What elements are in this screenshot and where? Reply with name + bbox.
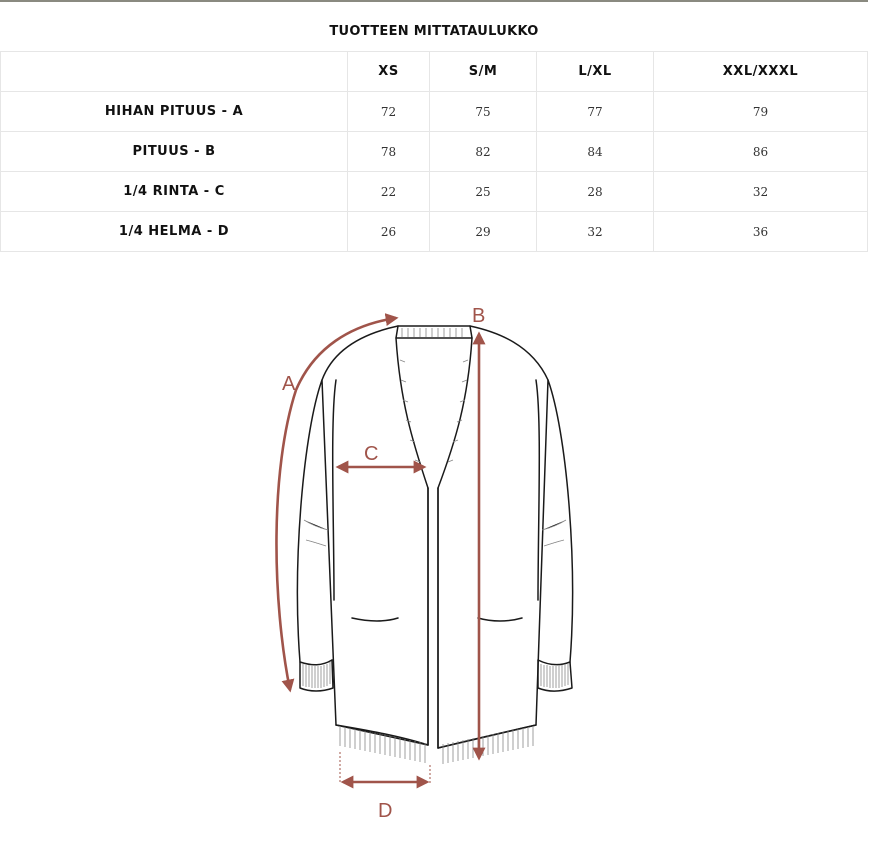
cell-value: 26 (348, 212, 430, 252)
cell-value: 84 (537, 132, 654, 172)
header-size: L/XL (537, 52, 654, 92)
cell-value: 29 (430, 212, 537, 252)
label-a: A (282, 373, 296, 395)
header-size: XXL/XXXL (654, 52, 868, 92)
cell-value: 79 (654, 92, 868, 132)
cardigan-outline (297, 326, 572, 748)
row-label: 1/4 HELMA - D (1, 212, 348, 252)
header-size: XS (348, 52, 430, 92)
cell-value: 36 (654, 212, 868, 252)
cell-value: 75 (430, 92, 537, 132)
cell-value: 82 (430, 132, 537, 172)
header-size: S/M (430, 52, 537, 92)
cell-value: 86 (654, 132, 868, 172)
cell-value: 78 (348, 132, 430, 172)
cell-value: 72 (348, 92, 430, 132)
row-label: PITUUS - B (1, 132, 348, 172)
knit-ribbing (303, 328, 568, 764)
cell-value: 22 (348, 172, 430, 212)
cell-value: 25 (430, 172, 537, 212)
label-c: C (364, 443, 379, 465)
row-label: HIHAN PITUUS - A (1, 92, 348, 132)
cell-value: 77 (537, 92, 654, 132)
row-label: 1/4 RINTA - C (1, 172, 348, 212)
page-title: TUOTTEEN MITTATAULUKKO (329, 24, 539, 39)
label-b: B (472, 305, 486, 327)
cell-value: 32 (654, 172, 868, 212)
cell-value: 28 (537, 172, 654, 212)
cell-value: 32 (537, 212, 654, 252)
label-d: D (378, 800, 393, 822)
